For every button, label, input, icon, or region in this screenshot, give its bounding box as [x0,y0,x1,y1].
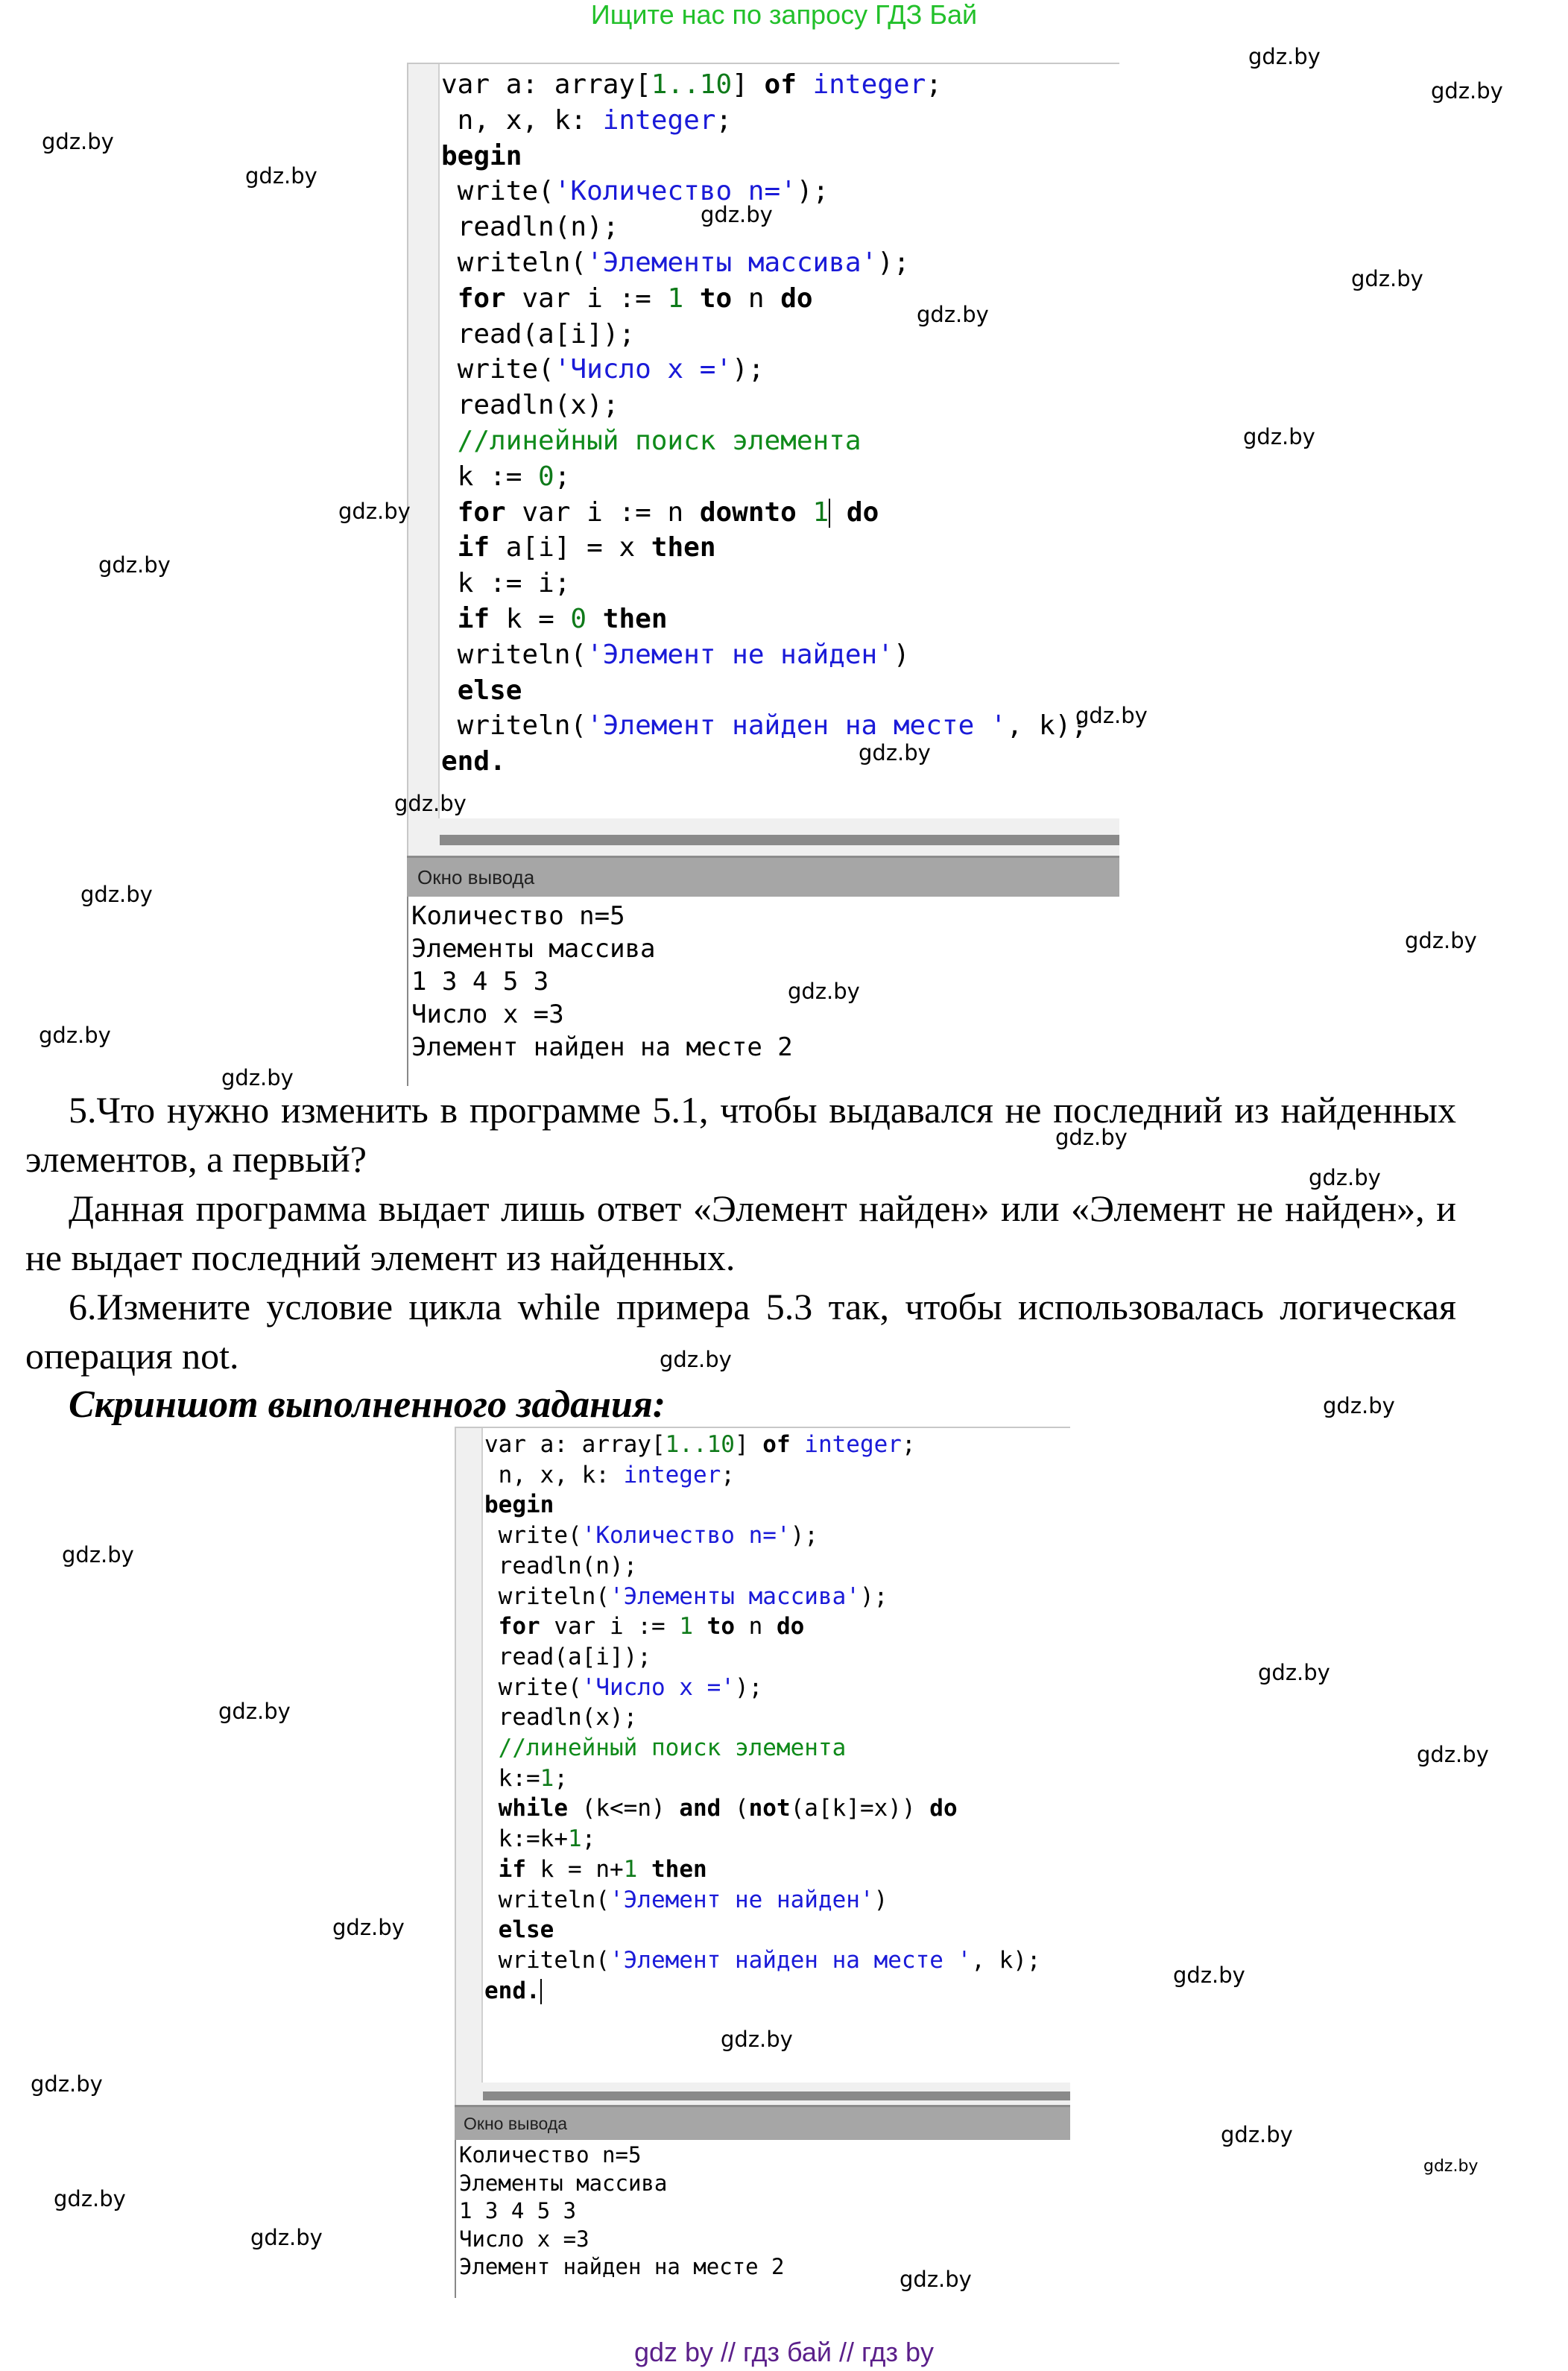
code-token: 'Количество n=' [581,1522,791,1550]
code-token: do [780,282,813,314]
scrollbar-thumb[interactable] [440,835,1119,845]
code-editor[interactable] [455,1427,1070,2084]
watermark: gdz.by [1323,1393,1395,1418]
code-token [637,1856,651,1883]
code-line [484,1642,1070,1673]
code-token: of [762,1431,791,1458]
code-token: readln(x); [441,390,619,421]
code-token: 1 [623,1855,638,1883]
code-token [441,283,458,314]
watermark: gdz.by [98,552,171,578]
code-token: write( [441,176,554,207]
output-line: 1 3 4 5 3 [459,2198,577,2223]
code-token: then [602,603,668,634]
code-token: write( [484,1522,582,1550]
output-line: Элемент найден на месте 2 [411,1032,793,1062]
code-token: 'Элементы массива' [609,1582,860,1610]
code-line [441,103,1119,139]
code-token: (a[k]=x)) [790,1795,930,1822]
watermark: gdz.by [859,740,931,765]
code-token: writeln( [441,247,587,278]
watermark: gdz.by [1309,1165,1381,1190]
watermark: gdz.by [250,2225,323,2250]
watermark: gdz.by [62,1542,134,1567]
code-token: begin [484,1491,554,1519]
watermark: gdz.by [1423,2157,1479,2176]
code-line [484,1430,1070,1460]
code-token: k:= [484,1764,540,1792]
code-token: while [498,1795,568,1822]
code-token: ; [715,104,733,136]
code-token: to [706,1613,735,1641]
code-token [683,283,700,314]
code-token: writeln( [441,710,587,742]
code-token: integer [812,69,926,100]
code-line [441,245,1119,281]
code-token: then [651,532,716,563]
code-line [484,1551,1070,1582]
code-token: read(a[i]); [441,318,636,350]
code-line [484,1945,1070,1976]
code-editor[interactable] [407,63,1119,818]
code-token: else [457,675,522,706]
code-token [441,532,458,563]
watermark: gdz.by [31,2071,103,2097]
editor-gutter [408,64,440,818]
watermark: gdz.by [1351,266,1423,291]
answer-5-text: Данная программа выдает лишь ответ «Элемент найден» или «Элемент не найден», и не выдает последний элемент из найденных. [25,1187,1456,1278]
watermark: gdz.by [917,302,989,327]
code-token: 'Элемент не найден' [587,639,894,670]
code-token: ); [877,247,910,278]
code-line [441,281,1119,317]
code-token [484,1856,499,1883]
code-token: (k<=n) [568,1795,680,1822]
code-token: downto [699,496,797,528]
watermark: gdz.by [332,1915,405,1940]
code-token: var [441,69,490,100]
code-token: ); [734,1673,763,1701]
code-token: 1 [812,496,829,528]
code-token: end. [441,746,506,777]
code-line [441,209,1119,245]
code-line [441,459,1119,495]
code-line [441,352,1119,388]
code-token: 1 [679,1613,693,1641]
code-area [441,67,1119,780]
code-line [441,673,1119,709]
code-token: and [679,1795,721,1822]
code-line [484,1793,1070,1824]
scrollbar-thumb[interactable] [483,2091,1070,2100]
code-line [484,1490,1070,1521]
code-line [441,637,1119,673]
ide-screenshot-modified [455,1427,1070,2299]
code-line [441,388,1119,423]
code-line [441,174,1119,209]
code-token: ); [790,1522,818,1550]
code-token: ; [581,1825,596,1853]
code-token: else [498,1916,554,1944]
code-line [484,1582,1070,1612]
code-token: 0 [570,603,587,634]
code-token: do [929,1795,958,1822]
code-area [484,1430,1070,2006]
code-token: var i := [505,282,668,314]
output-line: Элементы массива [411,934,656,964]
code-token: 1..10 [651,69,733,100]
code-token: read(a[i]); [484,1643,651,1670]
output-window [455,2140,1070,2298]
watermark: gdz.by [39,1023,111,1048]
code-token: 'Элемент найден на месте ' [587,710,1007,742]
output-line: Число x =3 [411,1000,564,1029]
footer-banner: gdz by // гдз бай // гдз by [633,2337,935,2367]
code-token: , k); [1006,710,1087,742]
watermark: gdz.by [701,202,773,227]
code-line [441,317,1119,353]
code-token: 'Элемент не найден' [609,1886,874,1913]
output-window-title: Окно вывода [407,856,1119,898]
code-line [484,1915,1070,1945]
code-token: ) [893,639,910,670]
code-token [484,1795,499,1822]
code-line [484,1854,1070,1885]
code-token: ; [926,69,942,100]
code-token: ; [721,1461,735,1488]
watermark: gdz.by [1431,78,1503,104]
code-token: if [498,1855,526,1883]
code-token: write( [484,1673,582,1701]
output-line: Количество n=5 [459,2142,642,2168]
code-token: k := [441,461,539,492]
code-line [484,1824,1070,1854]
question-5-text: 5.Что нужно изменить в программе 5.1, чтобы выдавался не последний из найденных элементов, а первый? [25,1089,1456,1180]
code-token: 'Число x =' [581,1673,735,1701]
code-token: ; [901,1431,916,1458]
code-token [797,69,813,100]
code-token: 1..10 [665,1431,735,1458]
output-window [407,897,1119,1086]
code-token: 1 [567,1825,582,1853]
code-token: writeln( [484,1582,610,1610]
code-line [484,1702,1070,1733]
code-token: if [457,532,490,563]
code-token: n [732,282,781,314]
code-token: n, x, k: [441,104,603,136]
code-token: readln(n); [441,212,619,243]
code-token [484,1613,499,1640]
code-token: writeln( [484,1946,610,1974]
watermark: gdz.by [1405,928,1477,953]
code-line [484,1764,1070,1794]
code-token: 1 [540,1764,554,1792]
code-line [441,495,1119,531]
code-token: of [764,69,797,100]
code-token: 0 [538,461,554,492]
output-line: Количество n=5 [411,901,625,931]
screenshot-heading: Скриншот выполненного задания: [69,1383,666,1426]
output-line: Элемент найден на месте 2 [459,2254,785,2279]
code-token: k = [490,603,571,634]
question-5 [25,1085,1456,1184]
code-token: writeln( [441,639,587,670]
code-token: 'Количество n=' [554,176,797,207]
code-token: 'Число x =' [554,354,733,385]
search-banner: Ищите нас по запросу ГДЗ Бай [590,0,978,30]
watermark: gdz.by [1417,1742,1489,1767]
code-token: //линейный поиск элемента [484,1734,847,1762]
code-token: integer [804,1431,902,1458]
code-token [693,1613,707,1640]
code-token: ( [721,1795,749,1822]
code-token [830,497,847,528]
code-token [587,604,603,634]
text-cursor [540,1979,542,2004]
code-token: begin [441,140,522,171]
output-window-title: Окно вывода [455,2105,1070,2141]
code-token [797,497,813,528]
code-line [484,1733,1070,1764]
watermark: gdz.by [218,1699,291,1724]
code-token: 1 [667,282,684,314]
code-token: integer [623,1461,721,1488]
code-token: ) [873,1886,888,1913]
watermark: gdz.by [1243,424,1315,449]
code-token: 'Элементы массива' [587,247,878,278]
code-token: ; [554,1764,568,1792]
code-line [441,566,1119,602]
code-token: ); [859,1582,888,1610]
code-line [484,1885,1070,1916]
code-token [441,675,458,706]
code-token: n [734,1613,777,1641]
code-line [441,740,1119,780]
code-line [441,423,1119,459]
output-line: 1 3 4 5 3 [411,967,549,997]
code-token: ] [732,69,765,100]
watermark: gdz.by [221,1065,294,1090]
editor-gutter [456,1428,483,2084]
output-line: Элементы массива [459,2170,668,2196]
code-line [441,530,1119,566]
code-line [484,1460,1070,1491]
question-6-text: 6.Измените условие цикла while примера 5.3 так, чтобы использовалась логическая операция not. [25,1286,1456,1377]
watermark: gdz.by [788,979,860,1004]
watermark: gdz.by [1221,2122,1293,2147]
code-token: n, x, k: [484,1461,624,1488]
code-token: ); [732,354,765,385]
answer-5 [25,1184,1456,1282]
code-token: var i := [540,1613,680,1641]
code-token: write( [441,354,554,385]
watermark: gdz.by [660,1347,732,1372]
code-token: a: array[ [490,69,651,100]
code-token: end. [484,1977,540,2004]
code-token: for [457,496,506,528]
code-line [441,708,1119,744]
code-line [441,602,1119,637]
code-token [791,1431,805,1458]
code-token: if [457,603,490,634]
code-token [484,1916,499,1943]
code-token: do [846,496,879,528]
code-token: readln(n); [484,1552,638,1579]
code-token: k:=k+ [484,1825,568,1853]
code-token: var i := n [505,496,700,528]
code-token: var [484,1431,526,1458]
code-line [484,1611,1070,1642]
question-6 [25,1282,1456,1380]
code-line [441,139,1119,174]
watermark: gdz.by [245,163,317,189]
code-token: a[i] = x [490,532,651,563]
code-token: ] [734,1431,763,1458]
watermark: gdz.by [1055,1125,1128,1150]
code-token: integer [602,104,716,136]
code-token: a: array[ [526,1431,666,1458]
code-token: ); [796,176,829,207]
code-token: k = n+ [526,1855,624,1883]
code-token: readln(x); [484,1704,638,1731]
code-line [484,1673,1070,1703]
code-token: 'Элемент найден на месте ' [609,1946,972,1974]
watermark: gdz.by [394,791,467,816]
code-token: writeln( [484,1886,610,1913]
code-token: to [699,282,733,314]
watermark: gdz.by [1173,1963,1245,1988]
code-token: do [776,1613,805,1641]
code-token: then [651,1855,707,1883]
watermark: gdz.by [1075,703,1148,728]
code-token: , k); [971,1946,1041,1974]
output-line: Число x =3 [459,2226,589,2252]
watermark: gdz.by [1248,44,1321,69]
watermark: gdz.by [80,882,153,907]
watermark: gdz.by [42,129,114,154]
watermark: gdz.by [1258,1660,1330,1685]
code-token: //линейный поиск элемента [441,425,862,456]
code-line [484,1976,1070,2007]
code-token [441,604,458,634]
code-token [441,497,458,528]
watermark: gdz.by [338,499,411,524]
code-line [441,67,1119,103]
code-token: k := i; [441,568,571,599]
watermark: gdz.by [721,2027,793,2052]
code-token: ; [554,461,571,492]
code-token: not [748,1795,791,1822]
watermark: gdz.by [54,2186,126,2211]
watermark: gdz.by [900,2267,972,2292]
code-line [484,1521,1070,1551]
code-token: for [498,1613,540,1641]
code-token: for [457,282,506,314]
